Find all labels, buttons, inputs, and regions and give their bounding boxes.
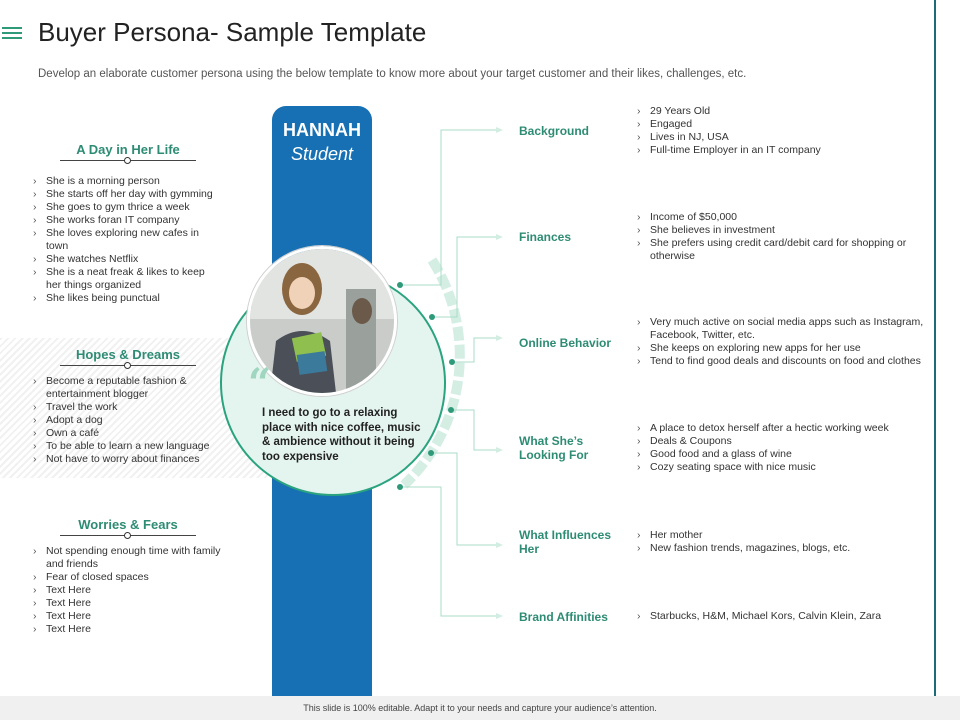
- connector-dot: [428, 450, 434, 456]
- category-finances: Finances: [519, 230, 572, 244]
- footer-text: This slide is 100% editable. Adapt it to your needs and capture your audience’s attention.: [303, 703, 657, 713]
- quote-mark-icon: “: [248, 360, 272, 407]
- brand-affinities-list: [636, 610, 931, 623]
- list-item: › Starbucks, H&M, Michael Kors, Calvin Klein, Zara: [636, 610, 931, 623]
- list-item: › She is a neat freak & likes to keep her things organized: [32, 266, 222, 292]
- list-item: › Not have to worry about finances: [32, 453, 222, 466]
- list-item: › She believes in investment: [636, 224, 931, 237]
- list-item: › 29 Years Old: [636, 105, 931, 118]
- category-online-behavior: Online Behavior: [519, 336, 612, 350]
- list-item: › She prefers using credit card/debit card for shopping or otherwise: [636, 237, 931, 263]
- list-item: › Very much active on social media apps such as Instagram, Facebook, Twitter, etc.: [636, 316, 931, 342]
- persona-name: HANNAH: [283, 120, 361, 140]
- connector-dot: [449, 359, 455, 365]
- connector-dot: [429, 314, 435, 320]
- list-item: › New fashion trends, magazines, blogs, etc.: [636, 542, 931, 555]
- page-subtitle: Develop an elaborate customer persona using the below template to know more about your target customer and their likes, challenges, etc.: [38, 68, 747, 80]
- connector-dot: [397, 484, 403, 490]
- influences-list: [636, 529, 931, 555]
- online-behavior-list: [636, 316, 931, 368]
- list-item: › To be able to learn a new language: [32, 440, 222, 453]
- list-item: › Full-time Employer in an IT company: [636, 144, 931, 157]
- list-item: › Travel the work: [32, 401, 222, 414]
- arrow-head-icon: [496, 613, 503, 619]
- connector-dot: [448, 407, 454, 413]
- page-title: Buyer Persona- Sample Template: [38, 17, 427, 47]
- list-item: › Adopt a dog: [32, 414, 222, 427]
- list-item: › Become a reputable fashion & entertainment blogger: [32, 375, 222, 401]
- list-item: › Lives in NJ, USA: [636, 131, 931, 144]
- connector-background: [400, 130, 500, 285]
- connector-brand-affinities: [400, 487, 500, 616]
- list-item: › She likes being punctual: [32, 292, 222, 305]
- student-photo-icon: [250, 249, 394, 393]
- list-item: › She starts off her day with gymming: [32, 188, 222, 201]
- connector-looking-for: [451, 410, 500, 450]
- category-background: Background: [519, 124, 590, 138]
- list-item: › A place to detox herself after a hectic working week: [636, 422, 931, 435]
- list-item: › Cozy seating space with nice music: [636, 461, 931, 474]
- list-item: › She watches Netflix: [32, 253, 222, 266]
- list-item: › Text Here: [32, 623, 222, 636]
- arrow-head-icon: [496, 127, 503, 133]
- list-item: › Not spending enough time with family and friends: [32, 545, 222, 571]
- list-item: › Text Here: [32, 584, 222, 597]
- arrow-head-icon: [496, 335, 503, 341]
- background-list: [636, 105, 931, 157]
- list-item: › Deals & Coupons: [636, 435, 931, 448]
- list-item: › Engaged: [636, 118, 931, 131]
- persona-quote: I need to go to a relaxing place with nice coffee, music & ambience without it being too expensive: [262, 407, 421, 463]
- list-item: › Good food and a glass of wine: [636, 448, 931, 461]
- list-item: › She keeps on exploring new apps for her use: [636, 342, 931, 355]
- list-item: › Her mother: [636, 529, 931, 542]
- list-item: › Income of $50,000: [636, 211, 931, 224]
- list-item: › Fear of closed spaces: [32, 571, 222, 584]
- persona-role: Student: [290, 144, 354, 164]
- section-heading-worries-fears: Worries & Fears: [78, 517, 178, 532]
- section-heading-day-in-life: A Day in Her Life: [76, 142, 180, 157]
- looking-for-list: [636, 422, 931, 474]
- list-item: › She works foran IT company: [32, 214, 222, 227]
- list-item: › Tend to find good deals and discounts on food and clothes: [636, 355, 931, 368]
- finances-list: [636, 211, 931, 263]
- section-heading-hopes-dreams: Hopes & Dreams: [75, 347, 181, 362]
- list-item: › Text Here: [32, 610, 222, 623]
- list-item: › She is a morning person: [32, 175, 222, 188]
- arrow-head-icon: [496, 542, 503, 548]
- list-item: › She loves exploring new cafes in town: [32, 227, 222, 253]
- category-brand-affinities: Brand Affinities: [519, 610, 608, 624]
- list-item: › Text Here: [32, 597, 222, 610]
- list-item: › Own a café: [32, 427, 222, 440]
- category-looking-for: What She’s Looking For: [519, 434, 589, 462]
- arrow-head-icon: [496, 447, 503, 453]
- arrow-head-icon: [496, 234, 503, 240]
- category-influences: What Influences Her: [519, 528, 612, 556]
- list-item: › She goes to gym thrice a week: [32, 201, 222, 214]
- connector-dot: [397, 282, 403, 288]
